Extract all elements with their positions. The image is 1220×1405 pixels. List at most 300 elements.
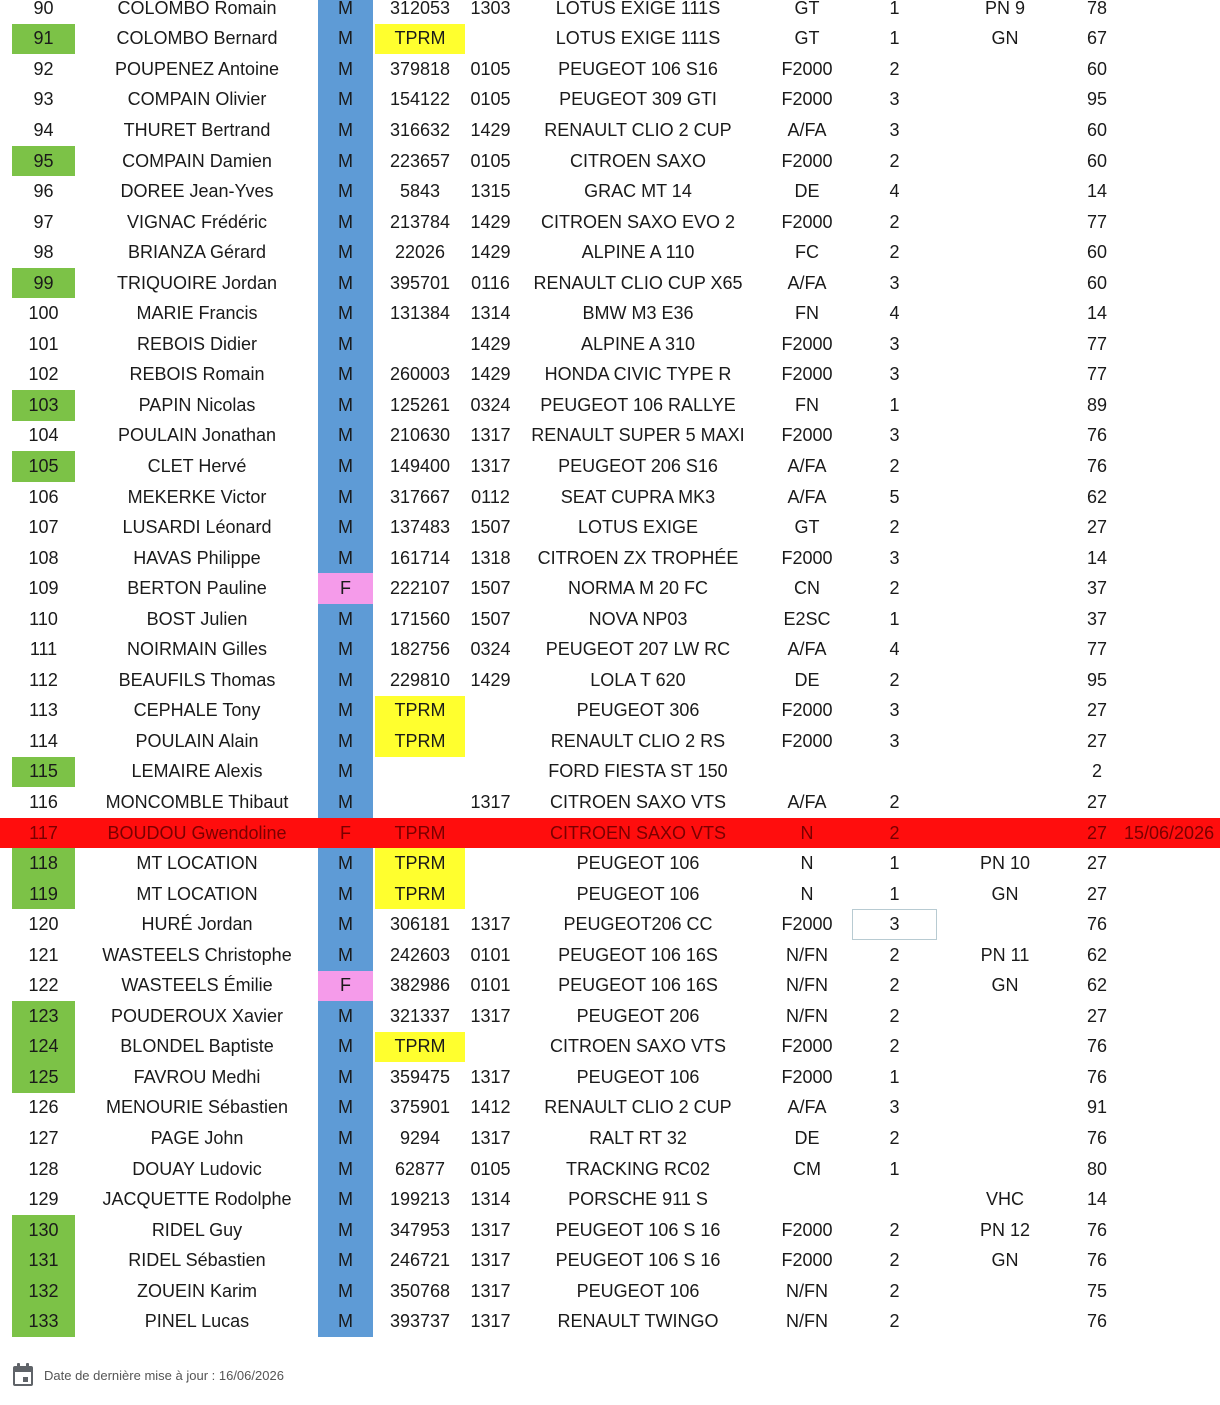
car-class: 2 bbox=[889, 669, 900, 690]
car-model: ALPINE A 310 bbox=[580, 333, 696, 354]
licence-number: TPRM bbox=[375, 879, 465, 910]
department-code: 89 bbox=[1086, 394, 1108, 415]
car-group: A/FA bbox=[787, 1097, 827, 1118]
asa-code: 1317 bbox=[470, 914, 511, 935]
extra-info bbox=[940, 298, 1070, 329]
car-group: N bbox=[800, 883, 814, 904]
department-code: 60 bbox=[1086, 119, 1108, 140]
car-class bbox=[852, 757, 937, 788]
department-code: 60 bbox=[1086, 272, 1108, 293]
extra-info: PN 10 bbox=[979, 853, 1031, 874]
asa-code: 1429 bbox=[470, 119, 511, 140]
entry-number: 123 bbox=[12, 1001, 75, 1032]
licence-number: 62877 bbox=[394, 1158, 446, 1179]
table-row bbox=[0, 848, 1220, 879]
department-code: 76 bbox=[1086, 425, 1108, 446]
car-group: F2000 bbox=[781, 364, 833, 385]
car-class: 2 bbox=[889, 242, 900, 263]
car-model: LOTUS EXIGE bbox=[577, 517, 699, 538]
car-group: GT bbox=[794, 0, 820, 18]
car-group: F2000 bbox=[781, 1066, 833, 1087]
table-row bbox=[0, 940, 1220, 971]
car-group: N/FN bbox=[786, 944, 828, 965]
driver-sex: M bbox=[318, 634, 373, 665]
car-group: F2000 bbox=[781, 150, 833, 171]
driver-name: MT LOCATION bbox=[136, 853, 258, 874]
licence-number: TPRM bbox=[375, 848, 465, 879]
car-group: F2000 bbox=[781, 547, 833, 568]
car-class: 2 bbox=[889, 1219, 900, 1240]
car-model: FORD FIESTA ST 150 bbox=[548, 761, 728, 782]
entry-number: 91 bbox=[12, 24, 75, 55]
table-row bbox=[0, 146, 1220, 177]
driver-name: POULAIN Alain bbox=[135, 730, 259, 751]
car-model: CITROEN SAXO VTS bbox=[549, 1036, 727, 1057]
car-model: RALT RT 32 bbox=[589, 1128, 687, 1148]
car-class: 1 bbox=[889, 883, 900, 904]
table-row bbox=[0, 1062, 1220, 1093]
table-row bbox=[0, 1154, 1220, 1185]
department-code: 27 bbox=[1086, 1005, 1108, 1026]
car-model: PEUGEOT 206 S16 bbox=[558, 455, 718, 476]
car-class bbox=[852, 1184, 937, 1215]
asa-code: 1314 bbox=[470, 303, 511, 324]
driver-sex: M bbox=[318, 787, 373, 818]
car-group: A/FA bbox=[787, 639, 827, 660]
extra-info bbox=[940, 634, 1070, 665]
table-row bbox=[0, 268, 1220, 299]
cancellation-date: 15/06/2026 bbox=[1124, 822, 1215, 843]
car-class: 2 bbox=[889, 822, 900, 843]
car-class: 1 bbox=[889, 1158, 900, 1179]
car-class: 2 bbox=[889, 1036, 900, 1057]
entry-number: 109 bbox=[28, 578, 59, 599]
car-model: LOLA T 620 bbox=[590, 669, 686, 690]
asa-code bbox=[466, 818, 515, 849]
department-code: 67 bbox=[1086, 28, 1108, 49]
car-class: 1 bbox=[889, 1066, 900, 1087]
licence-number: TPRM bbox=[375, 726, 465, 757]
entry-number: 129 bbox=[28, 1189, 59, 1210]
extra-info bbox=[940, 1123, 1070, 1154]
table-row bbox=[0, 237, 1220, 268]
driver-name: MONCOMBLE Thibaut bbox=[105, 791, 289, 812]
extra-info: PN 9 bbox=[984, 0, 1026, 18]
driver-sex: M bbox=[318, 482, 373, 513]
licence-number: TPRM bbox=[394, 822, 446, 843]
licence-number: 321337 bbox=[389, 1005, 451, 1026]
licence-number bbox=[375, 329, 465, 360]
car-model: HONDA CIVIC TYPE R bbox=[544, 364, 732, 385]
table-row bbox=[0, 543, 1220, 574]
car-model: PEUGEOT 309 GTI bbox=[559, 89, 717, 110]
driver-name: BEAUFILS Thomas bbox=[118, 669, 276, 690]
car-group: F2000 bbox=[781, 425, 833, 446]
department-code: 14 bbox=[1086, 181, 1108, 202]
driver-sex: M bbox=[318, 298, 373, 329]
entry-number: 96 bbox=[33, 181, 54, 202]
licence-number: 316632 bbox=[389, 119, 451, 140]
asa-code: 1315 bbox=[470, 181, 511, 202]
extra-info bbox=[940, 360, 1070, 391]
licence-number: 229810 bbox=[389, 669, 451, 690]
driver-sex: M bbox=[318, 604, 373, 635]
department-code: 76 bbox=[1086, 455, 1108, 476]
car-class: 2 bbox=[889, 1250, 900, 1271]
driver-name: PAGE John bbox=[150, 1128, 244, 1148]
entry-number: 92 bbox=[33, 58, 54, 79]
asa-code: 1317 bbox=[470, 1250, 511, 1271]
driver-name: REBOIS Romain bbox=[129, 364, 265, 385]
department-code: 80 bbox=[1086, 1158, 1108, 1179]
entry-number: 107 bbox=[28, 517, 59, 538]
department-code: 78 bbox=[1086, 0, 1108, 18]
driver-name: PAPIN Nicolas bbox=[138, 394, 256, 415]
asa-code: 1412 bbox=[470, 1097, 511, 1118]
driver-name: COMPAIN Olivier bbox=[127, 89, 267, 110]
car-group: FC bbox=[795, 242, 819, 263]
driver-sex: M bbox=[318, 696, 373, 727]
car-model: TRACKING RC02 bbox=[565, 1158, 711, 1179]
car-model: PEUGEOT206 CC bbox=[563, 914, 713, 935]
licence-number bbox=[375, 757, 465, 788]
extra-info bbox=[940, 329, 1070, 360]
table-row bbox=[0, 757, 1220, 788]
department-code: 37 bbox=[1086, 608, 1108, 629]
extra-info bbox=[940, 665, 1070, 696]
entry-number: 124 bbox=[12, 1032, 75, 1063]
entry-number: 102 bbox=[28, 364, 59, 385]
driver-name: PINEL Lucas bbox=[144, 1311, 250, 1332]
table-row bbox=[0, 787, 1220, 818]
asa-code: 1317 bbox=[470, 1219, 511, 1240]
car-class: 2 bbox=[889, 944, 900, 965]
asa-code: 0101 bbox=[470, 975, 511, 996]
driver-name: BERTON Pauline bbox=[127, 578, 267, 599]
department-code: 76 bbox=[1086, 1250, 1108, 1271]
car-group: A/FA bbox=[787, 486, 827, 507]
driver-name: MT LOCATION bbox=[136, 883, 258, 904]
car-class: 2 bbox=[889, 1128, 900, 1148]
extra-info bbox=[940, 1032, 1070, 1063]
car-model: LOTUS EXIGE 111S bbox=[555, 0, 721, 18]
car-class: 3 bbox=[889, 700, 900, 721]
car-class: 3 bbox=[889, 730, 900, 751]
entry-number: 97 bbox=[33, 211, 54, 232]
licence-number: 312053 bbox=[389, 0, 451, 18]
car-model: RENAULT TWINGO bbox=[557, 1311, 719, 1332]
driver-sex: M bbox=[318, 665, 373, 696]
car-class: 4 bbox=[889, 303, 900, 324]
asa-code: 1429 bbox=[470, 333, 511, 354]
car-model: RENAULT CLIO CUP X65 bbox=[533, 272, 743, 293]
car-model: LOTUS EXIGE 111S bbox=[555, 28, 721, 49]
table-row bbox=[0, 390, 1220, 421]
car-model: PEUGEOT 306 bbox=[576, 700, 700, 721]
extra-info bbox=[940, 543, 1070, 574]
licence-number: 393737 bbox=[389, 1311, 451, 1332]
licence-number: 210630 bbox=[389, 425, 451, 446]
department-code: 14 bbox=[1086, 547, 1108, 568]
table-row bbox=[0, 24, 1220, 55]
entry-number: 122 bbox=[28, 975, 59, 996]
car-class: 2 bbox=[889, 975, 900, 996]
licence-number: 347953 bbox=[389, 1219, 451, 1240]
table-row bbox=[0, 909, 1220, 940]
licence-number: 125261 bbox=[389, 394, 451, 415]
driver-name: NOIRMAIN Gilles bbox=[126, 639, 267, 660]
car-class: 3 bbox=[889, 1097, 900, 1118]
entry-number: 94 bbox=[33, 119, 54, 140]
table-row bbox=[0, 512, 1220, 543]
extra-info bbox=[940, 696, 1070, 727]
car-class: 1 bbox=[889, 28, 900, 49]
table-row bbox=[0, 1123, 1220, 1154]
asa-code bbox=[466, 24, 515, 55]
driver-sex: M bbox=[318, 329, 373, 360]
asa-code: 1429 bbox=[470, 364, 511, 385]
entry-number: 126 bbox=[28, 1097, 59, 1118]
car-model: PEUGEOT 106 S 16 bbox=[555, 1219, 721, 1240]
car-class: 1 bbox=[889, 0, 900, 18]
extra-info: GN bbox=[991, 975, 1019, 996]
entry-number: 128 bbox=[28, 1158, 59, 1179]
department-code: 75 bbox=[1086, 1280, 1108, 1301]
car-class: 1 bbox=[889, 853, 900, 874]
driver-sex: M bbox=[318, 1093, 373, 1124]
car-model: PEUGEOT 106 bbox=[576, 883, 700, 904]
table-row bbox=[0, 1215, 1220, 1246]
car-group: F2000 bbox=[781, 730, 833, 751]
car-group: N bbox=[800, 853, 814, 874]
extra-info bbox=[940, 512, 1070, 543]
driver-sex: M bbox=[318, 421, 373, 452]
car-group: N bbox=[800, 822, 814, 843]
driver-name: BRIANZA Gérard bbox=[127, 242, 267, 263]
table-row bbox=[0, 604, 1220, 635]
department-code: 27 bbox=[1086, 517, 1108, 538]
asa-code bbox=[466, 696, 515, 727]
department-code: 37 bbox=[1086, 578, 1108, 599]
driver-name: COLOMBO Bernard bbox=[116, 28, 278, 49]
table-row bbox=[0, 1001, 1220, 1032]
car-group: N/FN bbox=[786, 1280, 828, 1301]
licence-number: 161714 bbox=[389, 547, 451, 568]
department-code: 62 bbox=[1086, 975, 1108, 996]
extra-info: GN bbox=[991, 28, 1019, 49]
asa-code bbox=[466, 1032, 515, 1063]
car-group: DE bbox=[794, 1128, 820, 1148]
car-model: RENAULT CLIO 2 CUP bbox=[544, 119, 732, 140]
table-row bbox=[0, 482, 1220, 513]
driver-name: DOUAY Ludovic bbox=[132, 1158, 262, 1179]
driver-name: TRIQUOIRE Jordan bbox=[116, 272, 278, 293]
department-code: 76 bbox=[1086, 1311, 1108, 1332]
car-model: RENAULT SUPER 5 MAXI bbox=[531, 425, 745, 446]
asa-code: 0105 bbox=[470, 150, 511, 171]
table-row bbox=[0, 115, 1220, 146]
car-class: 2 bbox=[889, 1311, 900, 1332]
last-update-footer bbox=[12, 1360, 284, 1390]
driver-sex: M bbox=[318, 909, 373, 940]
car-model: NOVA NP03 bbox=[588, 608, 688, 629]
driver-sex: M bbox=[318, 24, 373, 55]
car-group: CM bbox=[793, 1158, 821, 1179]
car-class: 3 bbox=[852, 909, 937, 940]
driver-sex: M bbox=[318, 848, 373, 879]
entry-number: 125 bbox=[12, 1062, 75, 1093]
driver-sex: M bbox=[318, 237, 373, 268]
driver-name: COLOMBO Romain bbox=[117, 0, 277, 18]
driver-name: JACQUETTE Rodolphe bbox=[102, 1189, 292, 1210]
licence-number: 182756 bbox=[389, 639, 451, 660]
department-code: 77 bbox=[1086, 333, 1108, 354]
asa-code: 1314 bbox=[470, 1189, 511, 1210]
asa-code: 1429 bbox=[470, 242, 511, 263]
entry-number: 93 bbox=[33, 89, 54, 110]
car-class: 2 bbox=[889, 211, 900, 232]
department-code: 76 bbox=[1086, 1066, 1108, 1087]
entry-number: 105 bbox=[12, 451, 75, 482]
car-group bbox=[762, 757, 852, 788]
car-model: PEUGEOT 207 LW RC bbox=[545, 639, 731, 660]
driver-name: CEPHALE Tony bbox=[133, 700, 261, 721]
entry-number: 116 bbox=[29, 791, 58, 812]
car-class: 1 bbox=[889, 394, 900, 415]
licence-number: 260003 bbox=[389, 364, 451, 385]
car-group: DE bbox=[794, 181, 820, 202]
table-row bbox=[0, 573, 1220, 604]
table-row bbox=[0, 298, 1220, 329]
licence-number: 306181 bbox=[389, 914, 451, 935]
asa-code: 1317 bbox=[470, 1128, 511, 1148]
asa-code: 0324 bbox=[470, 639, 511, 660]
car-model: PORSCHE 911 S bbox=[568, 1189, 708, 1210]
table-row bbox=[0, 421, 1220, 452]
asa-code: 1429 bbox=[470, 211, 511, 232]
extra-info bbox=[940, 757, 1070, 788]
table-row bbox=[0, 879, 1220, 910]
driver-name: RIDEL Guy bbox=[151, 1219, 243, 1240]
car-model: GRAC MT 14 bbox=[584, 181, 692, 202]
driver-sex: M bbox=[318, 1276, 373, 1307]
driver-sex: M bbox=[318, 879, 373, 910]
driver-sex: M bbox=[318, 1032, 373, 1063]
department-code: 91 bbox=[1086, 1097, 1108, 1118]
driver-sex: M bbox=[318, 543, 373, 574]
driver-sex: M bbox=[318, 1245, 373, 1276]
licence-number: 199213 bbox=[389, 1189, 451, 1210]
car-model: CITROEN SAXO EVO 2 bbox=[540, 211, 736, 232]
asa-code: 1318 bbox=[470, 547, 511, 568]
car-group: F2000 bbox=[781, 1219, 833, 1240]
car-group: F2000 bbox=[781, 58, 833, 79]
car-group: F2000 bbox=[781, 1036, 833, 1057]
car-class: 2 bbox=[889, 150, 900, 171]
car-group: F2000 bbox=[781, 1250, 833, 1271]
department-code: 77 bbox=[1086, 211, 1108, 232]
licence-number: 154122 bbox=[389, 89, 451, 110]
licence-number: 382986 bbox=[389, 975, 451, 996]
department-code: 60 bbox=[1086, 242, 1108, 263]
asa-code: 1507 bbox=[470, 608, 511, 629]
asa-code: 1317 bbox=[470, 1005, 511, 1026]
car-model: PEUGEOT 106 bbox=[576, 1066, 700, 1087]
driver-name: VIGNAC Frédéric bbox=[126, 211, 268, 232]
car-group: GT bbox=[794, 28, 820, 49]
table-row bbox=[0, 0, 1220, 24]
extra-info bbox=[940, 1093, 1070, 1124]
extra-info bbox=[940, 176, 1070, 207]
driver-sex: M bbox=[318, 1154, 373, 1185]
department-code: 76 bbox=[1086, 1219, 1108, 1240]
licence-number: TPRM bbox=[375, 696, 465, 727]
entry-number: 106 bbox=[28, 486, 59, 507]
car-group: E2SC bbox=[783, 608, 831, 629]
extra-info bbox=[940, 237, 1070, 268]
driver-sex: M bbox=[318, 512, 373, 543]
driver-name: BOST Julien bbox=[146, 608, 248, 629]
table-row bbox=[0, 1276, 1220, 1307]
car-class: 3 bbox=[889, 333, 900, 354]
asa-code: 1303 bbox=[470, 0, 511, 18]
entry-number: 131 bbox=[12, 1245, 75, 1276]
entry-number: 100 bbox=[28, 303, 59, 324]
table-row bbox=[0, 665, 1220, 696]
table-row bbox=[0, 54, 1220, 85]
asa-code: 1429 bbox=[470, 669, 511, 690]
car-class: 4 bbox=[889, 181, 900, 202]
department-code: 62 bbox=[1086, 944, 1108, 965]
extra-info: PN 12 bbox=[979, 1219, 1031, 1240]
licence-number: 359475 bbox=[389, 1066, 451, 1087]
table-row bbox=[0, 176, 1220, 207]
car-group: FN bbox=[795, 303, 819, 324]
car-model: PEUGEOT 106 bbox=[576, 853, 700, 874]
asa-code: 1507 bbox=[470, 578, 511, 599]
driver-sex: M bbox=[318, 268, 373, 299]
driver-name: DOREE Jean-Yves bbox=[120, 181, 274, 202]
extra-info: GN bbox=[991, 883, 1019, 904]
car-class: 2 bbox=[889, 791, 900, 812]
driver-sex: M bbox=[318, 940, 373, 971]
entry-number: 111 bbox=[29, 639, 58, 660]
extra-info bbox=[940, 787, 1070, 818]
driver-name: WASTEELS Christophe bbox=[102, 944, 292, 965]
entry-number: 95 bbox=[12, 146, 75, 177]
department-code: 27 bbox=[1086, 853, 1108, 874]
driver-sex: M bbox=[318, 1062, 373, 1093]
entry-number: 90 bbox=[33, 0, 54, 18]
department-code: 76 bbox=[1086, 1036, 1108, 1057]
entry-number: 101 bbox=[28, 333, 59, 354]
driver-sex: M bbox=[318, 146, 373, 177]
car-class: 2 bbox=[889, 1005, 900, 1026]
driver-sex: M bbox=[318, 1215, 373, 1246]
entry-number: 103 bbox=[12, 390, 75, 421]
asa-code: 1317 bbox=[470, 1311, 511, 1332]
extra-info bbox=[940, 726, 1070, 757]
entry-number: 98 bbox=[33, 242, 54, 263]
extra-info bbox=[940, 604, 1070, 635]
driver-name: THURET Bertrand bbox=[123, 119, 271, 140]
car-class: 3 bbox=[889, 89, 900, 110]
table-row bbox=[0, 85, 1220, 116]
driver-name: BLONDEL Baptiste bbox=[120, 1036, 274, 1057]
department-code: 27 bbox=[1086, 730, 1108, 751]
licence-number: 379818 bbox=[389, 58, 451, 79]
extra-info bbox=[940, 573, 1070, 604]
